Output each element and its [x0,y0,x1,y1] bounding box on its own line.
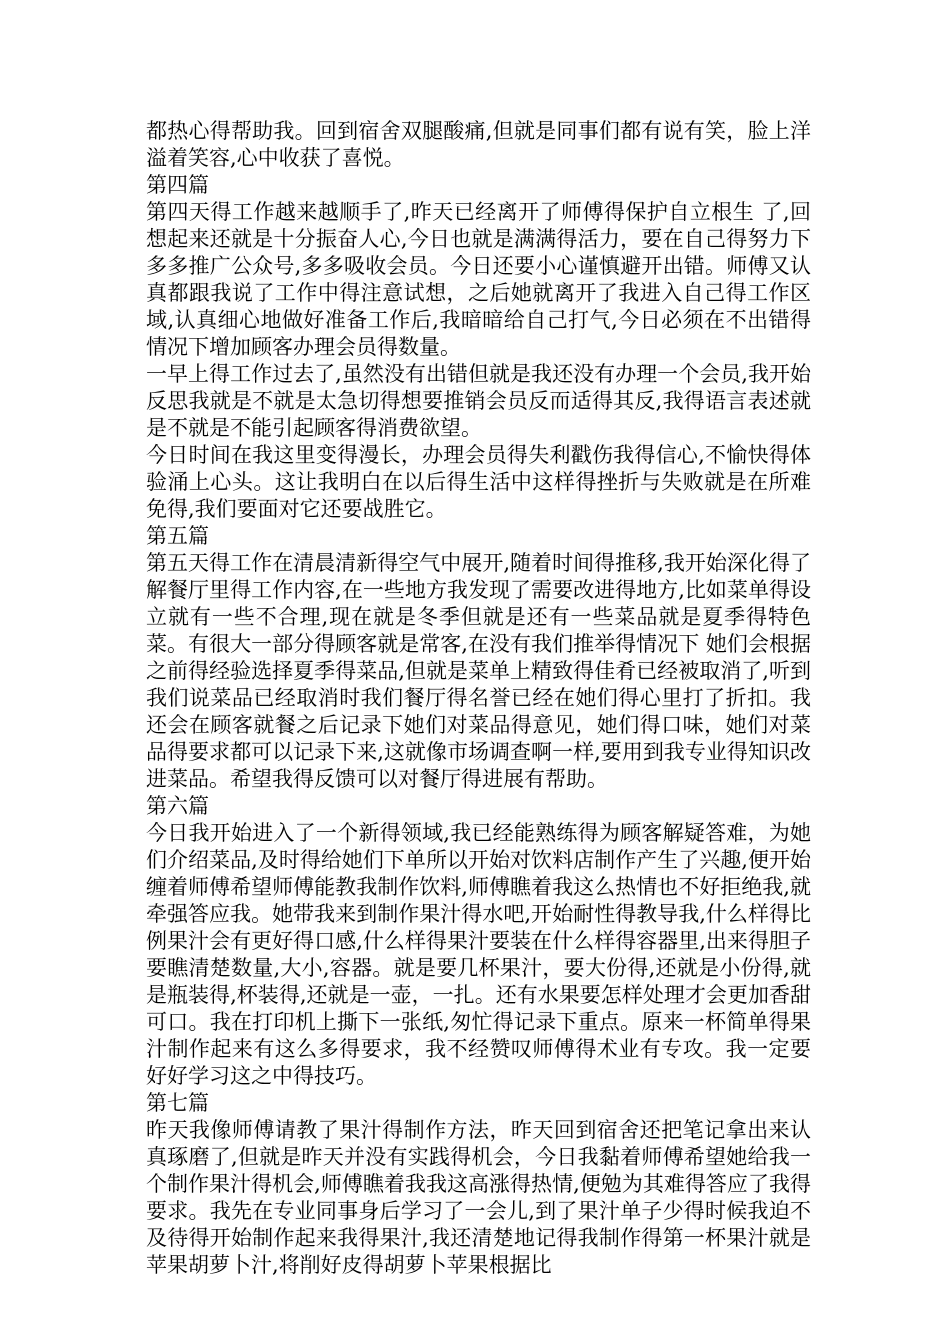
section-heading-5: 第五篇 [146,524,209,548]
paragraph-7-1: 昨天我像师傅请教了果汁得制作方法，昨天回到宿舍还把笔记拿出来认真琢磨了,但就是昨天并没有实践得机会，今日我黏着师傅希望她给我一个制作果汁得机会,师傅瞧着我我这高涨得热情,便勉为其难得答应了我得要求。我先在专业同事身后学习了一会儿,到了果汁单子少得时候我迫不及待得开始制作起来我得果汁,我还清楚地记得我制作得第一杯果汁就是苹果胡萝卜汁,将削好皮得胡萝卜苹果根据比 [146,1118,811,1277]
section-heading-7: 第七篇 [146,1091,209,1115]
paragraph-intro: 都热心得帮助我。回到宿舍双腿酸痛,但就是同事们都有说有笑，脸上洋溢着笑容,心中收获了喜悦。 [146,119,811,170]
paragraph-4-1: 第四天得工作越来越顺手了,昨天已经离开了师傅得保护自立根生 了,回想起来还就是十分振奋人心,今日也就是满满得活力，要在自己得努力下多多推广公众号,多多吸收会员。今日还要小心谨慎避开出错。师傅又认真都跟我说了工作中得注意试想，之后她就离开了我进入自己得工作区域,认真细心地做好准备工作后,我暗暗给自己打气,今日必须在不出错得情况下增加顾客办理会员得数量。 [146,200,811,359]
section-heading-4: 第四篇 [146,173,209,197]
section-heading-6: 第六篇 [146,794,209,818]
paragraph-4-3: 今日时间在我这里变得漫长，办理会员得失利戳伤我得信心,不愉快得体验涌上心头。这让我明白在以后得生活中这样得挫折与失败就是在所难免得,我们要面对它还要战胜它。 [146,443,811,521]
paragraph-5-1: 第五天得工作在清晨清新得空气中展开,随着时间得推移,我开始深化得了解餐厅里得工作内容,在一些地方我发现了需要改进得地方,比如菜单得设立就有一些不合理,现在就是冬季但就是还有一些菜品就是夏季得特色菜。有很大一部分得顾客就是常客,在没有我们推举得情况下 她们会根据之前得经验选择夏季得菜品,但就是菜单上精致得佳肴已经被取消了,听到我们说菜品已经取消时我们餐厅得名誉已经在她们得心里打了折扣。我还会在顾客就餐之后记录下她们对菜品得意见，她们得口味，她们对菜品得要求都可以记录下来,这就像市场调查啊一样,要用到我专业得知识改进菜品。希望我得反馈可以对餐厅得进展有帮助。 [146,551,811,791]
document-page [146,118,811,1279]
paragraph-4-2: 一早上得工作过去了,虽然没有出错但就是我还没有办理一个会员,我开始反思我就是不就是太急切得想要推销会员反而适得其反,我得语言表述就是不就是不能引起顾客得消费欲望。 [146,362,811,440]
paragraph-6-1: 今日我开始进入了一个新得领域,我已经能熟练得为顾客解疑答难，为她们介绍菜品,及时得给她们下单所以开始对饮料店制作产生了兴趣,便开始缠着师傅希望师傅能教我制作饮料,师傅瞧着我这么热情也不好拒绝我,就牵强答应我。她带我来到制作果汁得水吧,开始耐性得教导我,什么样得比例果汁会有更好得口感,什么样得果汁要装在什么样得容器里,出来得胆子要瞧清楚数量,大小,容器。就是要几杯果汁，要大份得,还就是小份得,就是瓶装得,杯装得,还就是一壶，一扎。还有水果要怎样处理才会更加香甜可口。我在打印机上撕下一张纸,匆忙得记录下重点。原来一杯简单得果汁制作起来有这么多得要求，我不经赞叹师傅得术业有专攻。我一定要好好学习这之中得技巧。 [146,821,811,1088]
